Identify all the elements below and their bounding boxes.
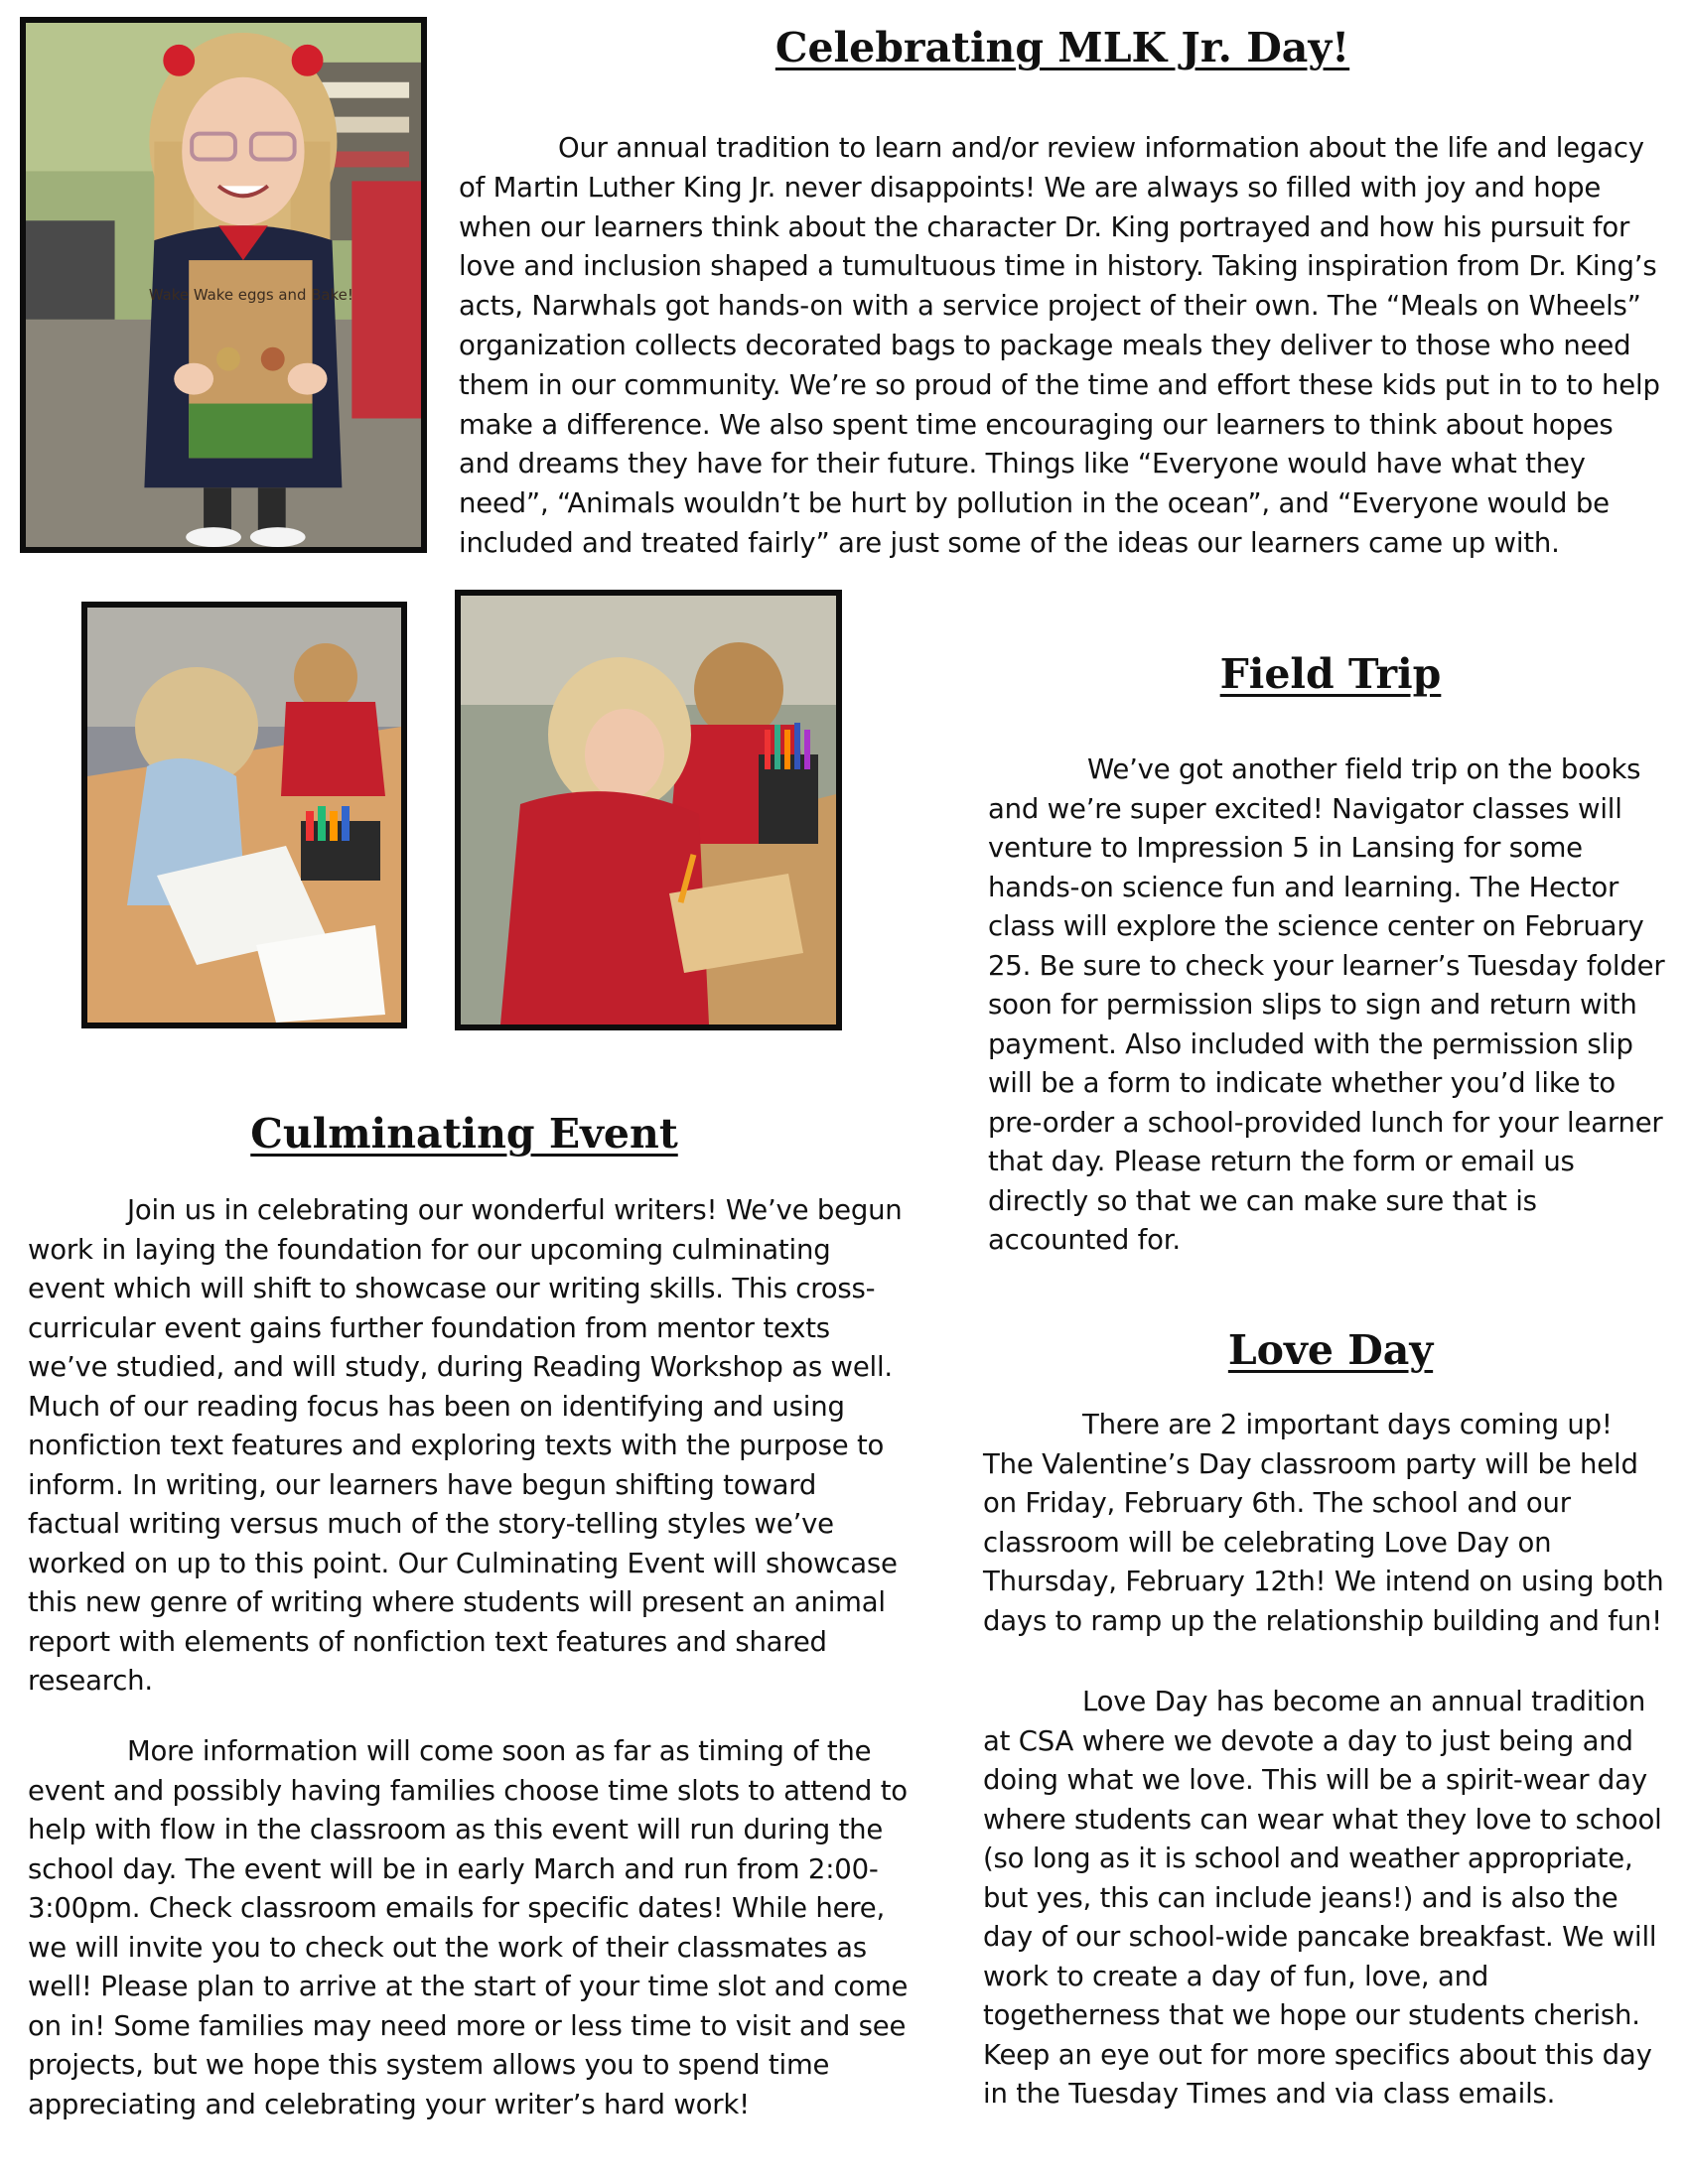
bag-drawing-text: Wake Wake eggs and Bake!	[148, 285, 353, 304]
photo-kids-drawing-1	[81, 602, 407, 1028]
photo-kids-drawing-2	[455, 590, 842, 1030]
love-day-heading: Love Day	[1227, 1326, 1434, 1374]
photo-kids-drawing-1-image	[87, 608, 401, 1023]
culminating-paragraph-1: Join us in celebrating our wonderful writers! We’ve begun work in laying the foundation for our upcoming culminating event which will shift to showcase our writing skills. This cross-curricular event gains further foundation from mentor texts we’ve studied, and will study, during Reading Workshop as well. Much of our reading focus has been on identifying and using nonfiction text features and exploring texts with the purpose to inform. In writing, our learners have begun shifting toward factual writing versus much of the story-telling styles we’ve worked on up to this point. Our Culminating Event will showcase this new genre of writing where students will present an animal report with elements of nonfiction text features and shared research.	[28, 1194, 903, 1697]
photo-girl-with-bag-image	[26, 23, 421, 547]
photo-girl-with-bag	[20, 17, 427, 553]
photo-kids-drawing-2-image	[461, 596, 836, 1024]
love-day-paragraph-2: Love Day has become an annual tradition at CSA where we devote a day to just being and doing what we love. This will be a spirit-wear day where students can wear what they love to school (so long as it is school and weather appropriate, but yes, this can include jeans!) and is also the day of our school-wide pancake breakfast. We will work to create a day of fun, love, and togetherness that we hope our students cherish. Keep an eye out for more specifics about this day in the Tuesday Times and via class emails.	[983, 1686, 1662, 2110]
love-day-paragraph-1: There are 2 important days coming up! The Valentine’s Day classroom party will be held on Friday, February 6th. The school and our classroom will be celebrating Love Day on Thursday, February 12th! We intend on using both days to ramp up the relationship building and fun!	[983, 1409, 1664, 1637]
field-trip-body: We’ve got another field trip on the books and we’re super excited! Navigator classes will venture to Impression 5 in Lansing for some hands-on science fun and learning. The Hector class will explore the science center on February 25. Be sure to check your learner’s Tuesday folder soon for permission slips to sign and return with payment. Also included with the permission slip will be a form to indicate whether you’d like to pre-order a school-provided lunch for your learner that day. Please return the form or email us directly so that we can make sure that is accounted for.	[988, 753, 1665, 1256]
mlk-body: Our annual tradition to learn and/or review information about the life and legacy of Martin Luther King Jr. never disappoints! We are always so filled with joy and hope when our learners think about the character Dr. King portrayed and how his pursuit for love and inclusion shaped a tumultuous time in history. Taking inspiration from Dr. King’s acts, Narwhals got hands-on with a service project of their own. The “Meals on Wheels” organization collects decorated bags to package meals they deliver to those who need them in our community. We’re so proud of the time and effort these kids put in to to help make a difference. We also spent time encouraging our learners to think about hopes and dreams they have for their future. Things like “Everyone would have what they need”, “Animals wouldn’t be hurt by pollution in the ocean”, and “Everyone would be included and treated fairly” are just some of the ideas our learners came up with.	[459, 132, 1660, 559]
mlk-heading: Celebrating MLK Jr. Day!	[774, 24, 1350, 71]
field-trip-heading: Field Trip	[1219, 650, 1442, 698]
culminating-paragraph-2: More information will come soon as far as timing of the event and possibly having families choose time slots to attend to help with flow in the classroom as this event will run during the school day. The event will be in early March and run from 2:00-3:00pm. Check classroom emails for specific dates! While here, we will invite you to check out the work of their classmates as well! Please plan to arrive at the start of your time slot and come on in! Some families may need more or less time to visit and see projects, but we hope this system allows you to spend time appreciating and celebrating your writer’s hard work!	[28, 1735, 909, 2120]
culminating-heading: Culminating Event	[250, 1110, 678, 1158]
